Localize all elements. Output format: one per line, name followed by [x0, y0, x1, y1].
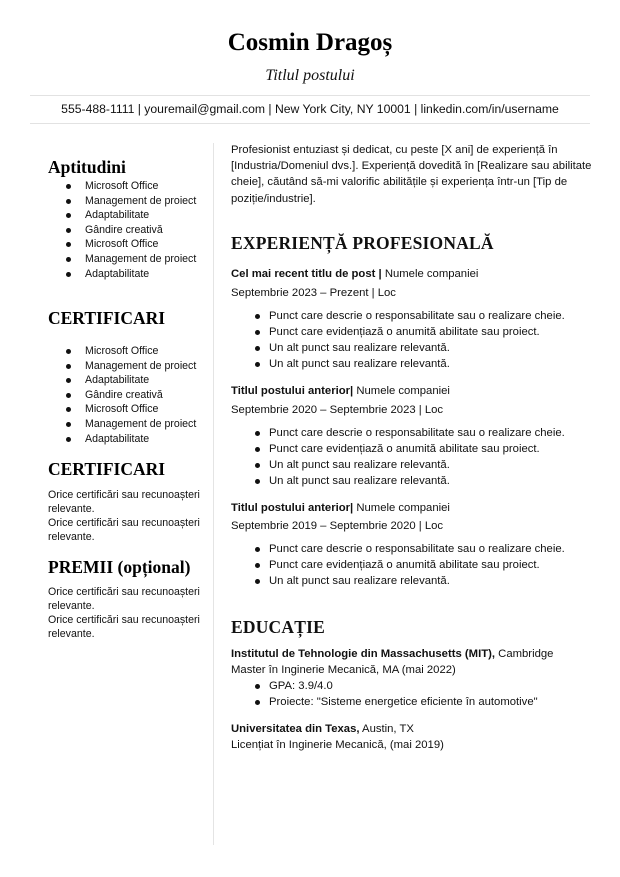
job-bullets — [269, 308, 565, 372]
school-name: Institutul de Tehnologie din Massachusetts (MIT), — [231, 648, 496, 660]
skills-title: Aptitudini — [48, 157, 126, 177]
bullet-icon — [66, 407, 71, 412]
experience-title: EXPERIENȚĂ PROFESIONALĂ — [231, 233, 494, 253]
bullet-icon — [66, 257, 71, 262]
list-item: Punct care evidențiază o anumită abilitate sau proiect. — [269, 557, 565, 573]
bullet-icon — [255, 563, 260, 568]
certification-text: Orice certificări sau recunoașteri relevante. — [48, 517, 200, 543]
bullet-icon — [66, 228, 71, 233]
school-heading — [231, 646, 553, 662]
list-item: Microsoft Office — [85, 402, 196, 417]
list-item: GPA: 3.9/4.0 — [269, 678, 538, 694]
list-item: Adaptabilitate — [85, 267, 196, 282]
bullet-icon — [255, 700, 260, 705]
list-item: Microsoft Office — [85, 344, 196, 359]
list-item: Management de proiect — [85, 194, 196, 209]
job-bullets — [269, 541, 565, 589]
divider — [30, 95, 590, 96]
list-item: Adaptabilitate — [85, 208, 196, 223]
bullet-icon — [66, 437, 71, 442]
awards-title: PREMII (opțional) — [48, 557, 191, 577]
job-dates: Septembrie 2019 – Septembrie 2020 | Loc — [231, 520, 444, 532]
bullet-icon — [66, 199, 71, 204]
job-company: Numele companiei — [381, 268, 479, 280]
job-title: Titlul postului — [265, 67, 355, 84]
candidate-name: Cosmin Dragoș — [227, 29, 393, 56]
award-text: Orice certificări sau recunoașteri relevante. — [48, 614, 200, 640]
bullet-icon — [66, 422, 71, 427]
list-item: Gândire creativă — [85, 223, 196, 238]
bullet-icon — [66, 184, 71, 189]
contact-line: 555-488-1111 | youremail@gmail.com | New York City, NY 10001 | linkedin.com/in/username — [61, 102, 559, 116]
list-item: Microsoft Office — [85, 179, 196, 194]
bullet-icon — [255, 479, 260, 484]
bullet-icon — [255, 579, 260, 584]
school-degree: Licențiat în Inginerie Mecanică, (mai 2019) — [231, 739, 444, 751]
bullet-icon — [255, 431, 260, 436]
list-item: Punct care descrie o responsabilitate sau o realizare cheie. — [269, 425, 565, 441]
summary-paragraph: Profesionist entuziast și dedicat, cu peste [X ani] de experiență în [Industria/Domeniul dvs.]. Experiență dovedită în [Realizare sau abilitate cheie], căutând să-mi valorific abilitățile și experiența într-un [Tip de poziție/industrie]. — [231, 144, 592, 205]
school-degree: Master în Inginerie Mecanică, MA (mai 2022) — [231, 664, 456, 676]
list-item: Management de proiect — [85, 359, 196, 374]
job-role: Titlul postului anterior| — [231, 502, 354, 514]
job-heading — [231, 500, 450, 516]
bullet-icon — [66, 272, 71, 277]
list-item: Adaptabilitate — [85, 373, 196, 388]
bullet-icon — [66, 242, 71, 247]
list-item: Gândire creativă — [85, 388, 196, 403]
job-role: Cel mai recent titlu de post | — [231, 268, 382, 280]
bullet-icon — [255, 447, 260, 452]
school-bullets — [269, 678, 538, 710]
list-item: Punct care evidențiază o anumită abilitate sau proiect. — [269, 324, 565, 340]
list-item: Adaptabilitate — [85, 432, 196, 447]
bullet-icon — [255, 314, 260, 319]
column-divider — [213, 143, 214, 845]
job-dates: Septembrie 2020 – Septembrie 2023 | Loc — [231, 404, 444, 416]
list-item: Microsoft Office — [85, 237, 196, 252]
list-item: Un alt punct sau realizare relevantă. — [269, 473, 565, 489]
bullet-icon — [66, 393, 71, 398]
job-company: Numele companiei — [353, 385, 450, 397]
certification-text: Orice certificări sau recunoașteri relevante. — [48, 489, 200, 515]
bullet-icon — [66, 378, 71, 383]
award-text: Orice certificări sau recunoașteri relevante. — [48, 586, 200, 612]
list-item: Punct care evidențiază o anumită abilitate sau proiect. — [269, 441, 565, 457]
skills-list — [85, 179, 196, 281]
list-item: Punct care descrie o responsabilitate sau o realizare cheie. — [269, 308, 565, 324]
school-name: Universitatea din Texas, — [231, 723, 360, 735]
school-location: Austin, TX — [359, 723, 414, 735]
job-bullets — [269, 425, 565, 489]
school-location: Cambridge — [495, 648, 554, 660]
job-company: Numele companiei — [353, 502, 450, 514]
job-role: Titlul postului anterior| — [231, 385, 354, 397]
bullet-icon — [255, 362, 260, 367]
list-item: Punct care descrie o responsabilitate sau o realizare cheie. — [269, 541, 565, 557]
list-item: Un alt punct sau realizare relevantă. — [269, 356, 565, 372]
job-heading — [231, 383, 450, 399]
bullet-icon — [255, 547, 260, 552]
list-item: Management de proiect — [85, 252, 196, 267]
education-title: EDUCAȚIE — [231, 617, 325, 637]
list-item: Management de proiect — [85, 417, 196, 432]
certifications-title: CERTIFICARI — [48, 308, 166, 328]
bullet-icon — [255, 330, 260, 335]
school-heading — [231, 721, 414, 737]
list-item: Proiecte: "Sisteme energetice eficiente în automotive" — [269, 694, 538, 710]
list-item: Un alt punct sau realizare relevantă. — [269, 340, 565, 356]
bullet-icon — [66, 349, 71, 354]
certifications-title-2: CERTIFICARI — [48, 459, 166, 479]
job-heading — [231, 266, 478, 282]
job-dates: Septembrie 2023 – Prezent | Loc — [231, 287, 396, 299]
list-item: Un alt punct sau realizare relevantă. — [269, 573, 565, 589]
list-item: Un alt punct sau realizare relevantă. — [269, 457, 565, 473]
certifications-list — [85, 344, 196, 446]
bullet-icon — [66, 364, 71, 369]
divider — [30, 123, 590, 124]
bullet-icon — [255, 463, 260, 468]
bullet-icon — [66, 213, 71, 218]
bullet-icon — [255, 684, 260, 689]
bullet-icon — [255, 346, 260, 351]
